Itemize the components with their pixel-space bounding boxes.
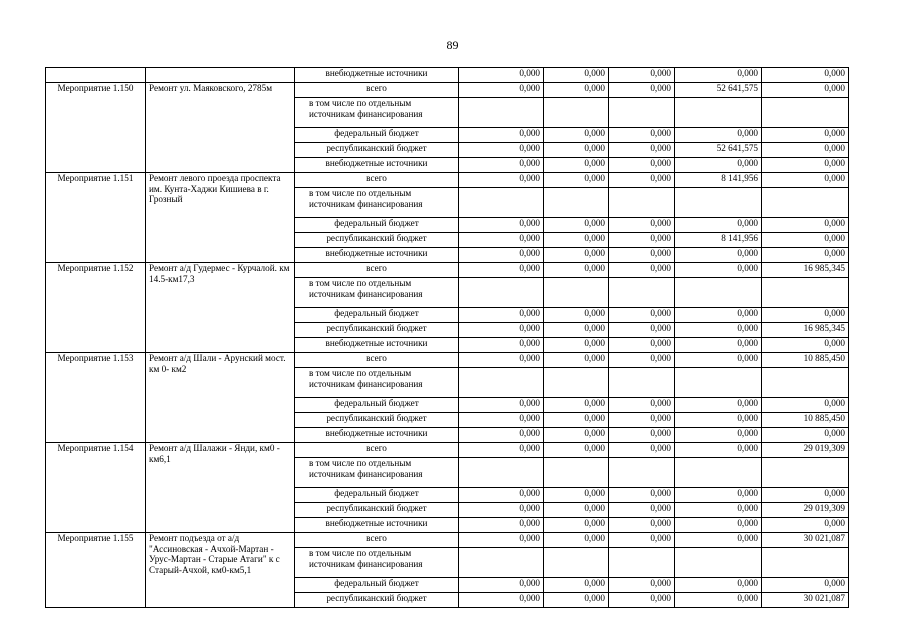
source-cell: всего xyxy=(295,173,459,188)
source-cell: федеральный бюджет xyxy=(295,308,459,323)
value-cell: 0,000 xyxy=(609,83,675,98)
event-id-cell: Мероприятие 1.151 xyxy=(46,173,146,263)
value-cell: 0,000 xyxy=(762,173,849,188)
value-cell: 0,000 xyxy=(459,248,544,263)
page-number: 89 xyxy=(446,38,459,52)
event-id-cell: Мероприятие 1.155 xyxy=(46,533,146,608)
value-cell: 0,000 xyxy=(762,428,849,443)
source-cell: федеральный бюджет xyxy=(295,578,459,593)
value-cell: 0,000 xyxy=(459,593,544,608)
event-cell xyxy=(46,68,146,83)
value-cell: 0,000 xyxy=(675,488,762,503)
value-cell: 0,000 xyxy=(762,233,849,248)
value-cell: 0,000 xyxy=(609,428,675,443)
value-cell: 0,000 xyxy=(459,233,544,248)
source-cell: всего xyxy=(295,353,459,368)
value-cell: 0,000 xyxy=(675,68,762,83)
table-row xyxy=(46,68,849,83)
value-cell: 0,000 xyxy=(675,338,762,353)
value-cell: 0,000 xyxy=(609,503,675,518)
value-cell: 0,000 xyxy=(609,338,675,353)
source-cell: всего xyxy=(295,83,459,98)
value-cell xyxy=(459,548,544,578)
value-cell: 0,000 xyxy=(762,518,849,533)
source-cell: республиканский бюджет xyxy=(295,143,459,158)
source-cell: всего xyxy=(295,263,459,278)
value-cell: 0,000 xyxy=(609,533,675,548)
value-cell xyxy=(544,458,609,488)
source-cell: в том числе по отдельным источникам финансирования xyxy=(295,368,459,398)
value-cell: 0,000 xyxy=(459,443,544,458)
value-cell: 0,000 xyxy=(459,143,544,158)
event-name-cell: Ремонт а/д Шалажи - Янди, км0 - км6,1 xyxy=(146,443,295,533)
value-cell: 0,000 xyxy=(609,218,675,233)
value-cell: 0,000 xyxy=(544,518,609,533)
value-cell: 0,000 xyxy=(609,173,675,188)
value-cell: 0,000 xyxy=(459,323,544,338)
value-cell: 0,000 xyxy=(609,248,675,263)
value-cell: 0,000 xyxy=(544,398,609,413)
value-cell: 52 641,575 xyxy=(675,143,762,158)
value-cell xyxy=(762,278,849,308)
value-cell: 0,000 xyxy=(459,158,544,173)
value-cell: 0,000 xyxy=(609,518,675,533)
value-cell: 29 019,309 xyxy=(762,503,849,518)
value-cell: 10 885,450 xyxy=(762,413,849,428)
value-cell: 0,000 xyxy=(544,308,609,323)
source-cell: федеральный бюджет xyxy=(295,398,459,413)
source-cell: в том числе по отдельным источникам финансирования xyxy=(295,188,459,218)
value-cell: 0,000 xyxy=(762,128,849,143)
value-cell xyxy=(762,98,849,128)
value-cell: 0,000 xyxy=(675,218,762,233)
value-cell: 0,000 xyxy=(762,488,849,503)
value-cell: 0,000 xyxy=(459,413,544,428)
value-cell: 8 141,956 xyxy=(675,233,762,248)
value-cell: 0,000 xyxy=(762,338,849,353)
value-cell: 0,000 xyxy=(675,413,762,428)
value-cell: 0,000 xyxy=(459,353,544,368)
value-cell: 0,000 xyxy=(544,428,609,443)
value-cell: 0,000 xyxy=(544,218,609,233)
source-cell: внебюджетные источники xyxy=(295,158,459,173)
table-row xyxy=(46,83,849,98)
value-cell: 16 985,345 xyxy=(762,263,849,278)
value-cell: 0,000 xyxy=(675,503,762,518)
value-cell: 29 019,309 xyxy=(762,443,849,458)
value-cell xyxy=(675,188,762,218)
value-cell: 0,000 xyxy=(544,578,609,593)
value-cell: 0,000 xyxy=(544,533,609,548)
value-cell: 0,000 xyxy=(675,593,762,608)
value-cell: 0,000 xyxy=(459,128,544,143)
value-cell: 0,000 xyxy=(544,353,609,368)
value-cell: 0,000 xyxy=(675,353,762,368)
value-cell: 0,000 xyxy=(544,593,609,608)
value-cell xyxy=(609,278,675,308)
value-cell: 0,000 xyxy=(762,248,849,263)
value-cell: 0,000 xyxy=(675,263,762,278)
source-cell: внебюджетные источники xyxy=(295,248,459,263)
event-id-cell: Мероприятие 1.153 xyxy=(46,353,146,443)
value-cell xyxy=(544,368,609,398)
source-cell: внебюджетные источники xyxy=(295,428,459,443)
value-cell xyxy=(459,278,544,308)
source-cell: в том числе по отдельным источникам финансирования xyxy=(295,458,459,488)
event-id-cell: Мероприятие 1.150 xyxy=(46,83,146,173)
budget-table xyxy=(45,67,849,608)
value-cell: 0,000 xyxy=(762,218,849,233)
table-row xyxy=(46,353,849,368)
source-cell: республиканский бюджет xyxy=(295,233,459,248)
value-cell xyxy=(459,458,544,488)
value-cell: 0,000 xyxy=(675,128,762,143)
value-cell: 0,000 xyxy=(609,578,675,593)
value-cell: 0,000 xyxy=(762,398,849,413)
source-cell: внебюджетные источники xyxy=(295,338,459,353)
value-cell xyxy=(762,458,849,488)
source-cell: внебюджетные источники xyxy=(295,518,459,533)
source-cell: в том числе по отдельным источникам финансирования xyxy=(295,548,459,578)
source-cell: федеральный бюджет xyxy=(295,488,459,503)
value-cell: 0,000 xyxy=(459,218,544,233)
event-name-cell: Ремонт а/д Шали - Арунский мост. км 0- км2 xyxy=(146,353,295,443)
source-cell: федеральный бюджет xyxy=(295,128,459,143)
value-cell xyxy=(675,458,762,488)
value-cell: 0,000 xyxy=(762,308,849,323)
value-cell: 0,000 xyxy=(544,338,609,353)
value-cell xyxy=(544,98,609,128)
value-cell xyxy=(459,98,544,128)
value-cell: 0,000 xyxy=(609,308,675,323)
value-cell: 0,000 xyxy=(609,443,675,458)
value-cell xyxy=(762,548,849,578)
value-cell: 0,000 xyxy=(675,398,762,413)
value-cell: 0,000 xyxy=(544,233,609,248)
value-cell: 0,000 xyxy=(544,143,609,158)
value-cell: 0,000 xyxy=(609,593,675,608)
value-cell: 0,000 xyxy=(762,158,849,173)
value-cell: 0,000 xyxy=(609,398,675,413)
value-cell xyxy=(544,278,609,308)
value-cell: 0,000 xyxy=(544,68,609,83)
value-cell: 0,000 xyxy=(609,323,675,338)
value-cell: 0,000 xyxy=(762,143,849,158)
value-cell: 0,000 xyxy=(459,173,544,188)
value-cell xyxy=(609,368,675,398)
source-cell: всего xyxy=(295,533,459,548)
event-name-cell: Ремонт подъезда от а/д "Ассиновская - Ачхой-Мартан - Урус-Мартан - Старые Атаги" к с Старый-Ачхой, км0-км5,1 xyxy=(146,533,295,608)
value-cell xyxy=(459,368,544,398)
value-cell: 0,000 xyxy=(544,443,609,458)
value-cell: 0,000 xyxy=(459,68,544,83)
value-cell: 0,000 xyxy=(544,323,609,338)
value-cell: 0,000 xyxy=(675,158,762,173)
event-id-cell: Мероприятие 1.154 xyxy=(46,443,146,533)
value-cell: 0,000 xyxy=(544,83,609,98)
value-cell: 0,000 xyxy=(609,68,675,83)
value-cell xyxy=(609,98,675,128)
value-cell: 0,000 xyxy=(544,503,609,518)
value-cell: 0,000 xyxy=(459,518,544,533)
table-row xyxy=(46,263,849,278)
value-cell: 0,000 xyxy=(544,488,609,503)
value-cell: 0,000 xyxy=(459,308,544,323)
value-cell: 0,000 xyxy=(675,308,762,323)
value-cell: 0,000 xyxy=(675,578,762,593)
value-cell xyxy=(609,458,675,488)
value-cell: 0,000 xyxy=(459,533,544,548)
value-cell xyxy=(675,98,762,128)
value-cell xyxy=(675,278,762,308)
value-cell: 0,000 xyxy=(675,323,762,338)
source-cell: федеральный бюджет xyxy=(295,218,459,233)
value-cell: 0,000 xyxy=(459,503,544,518)
value-cell xyxy=(609,188,675,218)
value-cell: 0,000 xyxy=(609,353,675,368)
source-cell: в том числе по отдельным источникам финансирования xyxy=(295,278,459,308)
source-cell: республиканский бюджет xyxy=(295,413,459,428)
source-cell: республиканский бюджет xyxy=(295,593,459,608)
value-cell xyxy=(762,188,849,218)
event-name-cell: Ремонт ул. Маяковского, 2785м xyxy=(146,83,295,173)
value-cell: 0,000 xyxy=(544,128,609,143)
value-cell xyxy=(609,548,675,578)
value-cell: 0,000 xyxy=(609,128,675,143)
source-cell: республиканский бюджет xyxy=(295,323,459,338)
value-cell: 0,000 xyxy=(675,533,762,548)
value-cell: 30 021,087 xyxy=(762,593,849,608)
value-cell xyxy=(544,548,609,578)
event-name-cell: Ремонт а/д Гудермес - Курчалой. км 14.5-км17,3 xyxy=(146,263,295,353)
value-cell: 30 021,087 xyxy=(762,533,849,548)
table-row xyxy=(46,443,849,458)
event-name-cell xyxy=(146,68,295,83)
value-cell: 0,000 xyxy=(459,428,544,443)
value-cell xyxy=(675,548,762,578)
value-cell: 0,000 xyxy=(609,263,675,278)
value-cell: 0,000 xyxy=(609,233,675,248)
value-cell: 0,000 xyxy=(459,488,544,503)
value-cell xyxy=(762,368,849,398)
source-cell: в том числе по отдельным источникам финансирования xyxy=(295,98,459,128)
value-cell: 0,000 xyxy=(459,263,544,278)
value-cell: 16 985,345 xyxy=(762,323,849,338)
value-cell: 52 641,575 xyxy=(675,83,762,98)
value-cell: 0,000 xyxy=(675,428,762,443)
value-cell xyxy=(544,188,609,218)
source-cell: всего xyxy=(295,443,459,458)
value-cell: 0,000 xyxy=(762,83,849,98)
value-cell: 0,000 xyxy=(609,158,675,173)
value-cell xyxy=(459,188,544,218)
table-body xyxy=(46,68,849,608)
event-id-cell: Мероприятие 1.152 xyxy=(46,263,146,353)
value-cell: 0,000 xyxy=(544,248,609,263)
value-cell: 10 885,450 xyxy=(762,353,849,368)
value-cell: 0,000 xyxy=(762,68,849,83)
value-cell: 0,000 xyxy=(544,413,609,428)
value-cell: 0,000 xyxy=(762,578,849,593)
value-cell: 0,000 xyxy=(544,173,609,188)
value-cell: 0,000 xyxy=(675,518,762,533)
value-cell: 0,000 xyxy=(609,413,675,428)
value-cell: 0,000 xyxy=(675,443,762,458)
table-row xyxy=(46,533,849,548)
value-cell: 0,000 xyxy=(459,83,544,98)
value-cell: 0,000 xyxy=(609,488,675,503)
value-cell: 0,000 xyxy=(544,263,609,278)
value-cell: 0,000 xyxy=(459,338,544,353)
value-cell: 0,000 xyxy=(459,398,544,413)
source-cell: республиканский бюджет xyxy=(295,503,459,518)
value-cell: 0,000 xyxy=(544,158,609,173)
value-cell xyxy=(675,368,762,398)
value-cell: 0,000 xyxy=(459,578,544,593)
value-cell: 8 141,956 xyxy=(675,173,762,188)
event-name-cell: Ремонт левого проезда проспекта им. Кунта-Хаджи Кишиева в г. Грозный xyxy=(146,173,295,263)
value-cell: 0,000 xyxy=(675,248,762,263)
source-cell: внебюджетные источники xyxy=(295,68,459,83)
value-cell: 0,000 xyxy=(609,143,675,158)
table-row xyxy=(46,173,849,188)
